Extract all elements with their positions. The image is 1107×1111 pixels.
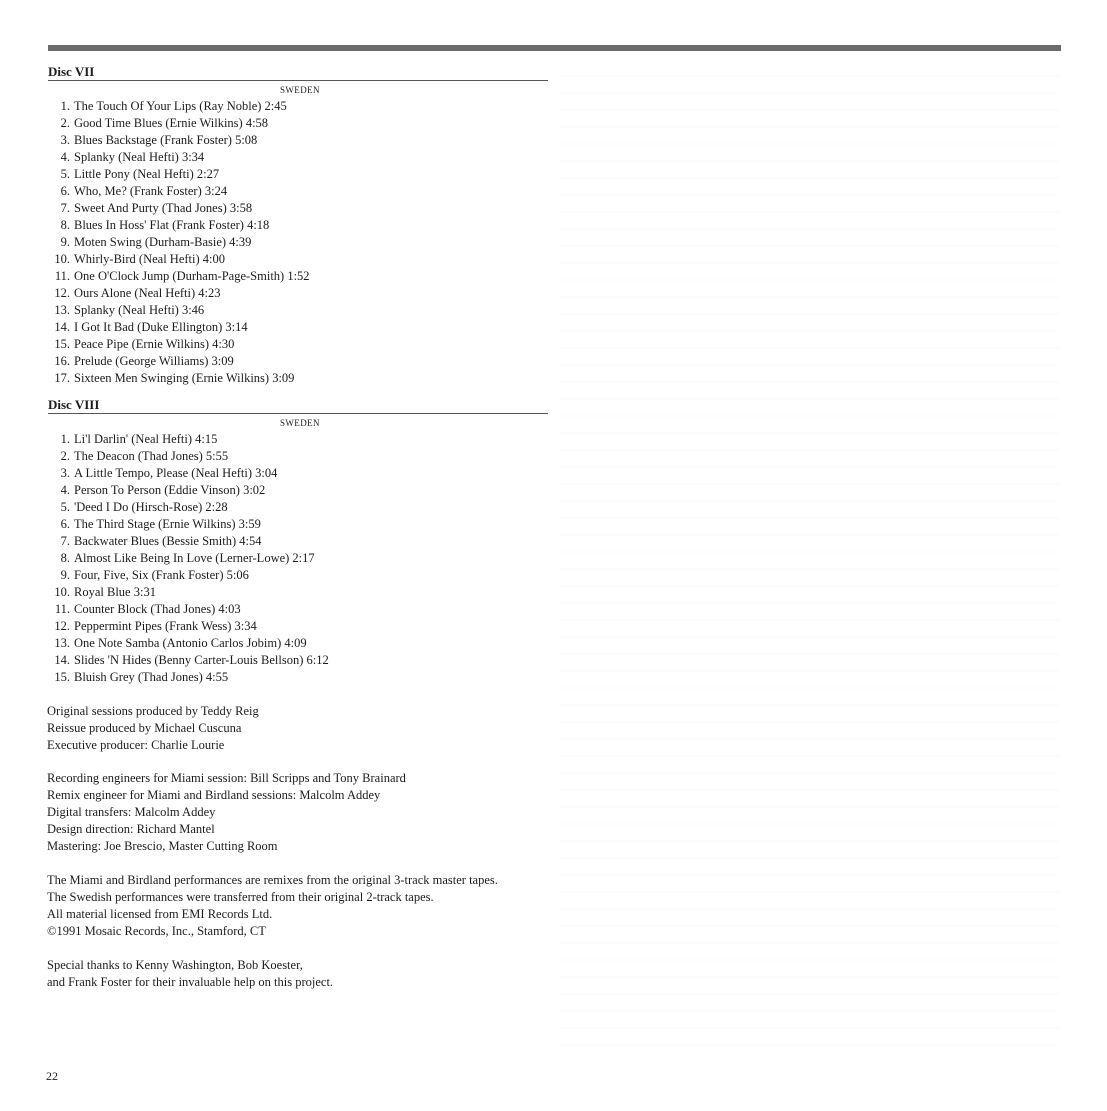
thanks-line: Special thanks to Kenny Washington, Bob Koester, — [47, 958, 303, 972]
track-number: 5. — [60, 500, 70, 514]
track-title: Sweet And Purty (Thad Jones) 3:58 — [74, 201, 253, 215]
track-item — [48, 533, 548, 550]
track-item — [48, 618, 548, 635]
track-title: The Third Stage (Ernie Wilkins) 3:59 — [74, 517, 261, 531]
track-item — [48, 251, 548, 268]
credit-line: Design direction: Richard Mantel — [47, 822, 215, 836]
track-title: The Touch Of Your Lips (Ray Noble) 2:45 — [74, 99, 287, 113]
top-rule — [48, 45, 1061, 51]
track-title: Peace Pipe (Ernie Wilkins) 4:30 — [74, 337, 235, 351]
track-number: 11. — [54, 602, 70, 616]
credit-line: Reissue produced by Michael Cuscuna — [47, 721, 242, 735]
track-number: 17. — [54, 371, 70, 385]
track-number: 12. — [54, 619, 70, 633]
track-title: Person To Person (Eddie Vinson) 3:02 — [74, 483, 266, 497]
track-item — [48, 465, 548, 482]
track-number: 1. — [60, 432, 70, 446]
track-title: Good Time Blues (Ernie Wilkins) 4:58 — [74, 116, 269, 130]
track-item — [48, 217, 548, 234]
track-item — [48, 319, 548, 336]
track-number: 16. — [54, 354, 70, 368]
track-item — [48, 149, 548, 166]
copyright-line: ©1991 Mosaic Records, Inc., Stamford, CT — [47, 924, 266, 938]
track-item — [48, 601, 548, 618]
track-item — [48, 448, 548, 465]
special-thanks — [47, 957, 333, 991]
track-item — [48, 353, 548, 370]
track-item — [48, 516, 548, 533]
track-item — [48, 302, 548, 319]
track-number: 10. — [54, 585, 70, 599]
disc-8-location: SWEDEN — [280, 418, 320, 428]
track-title: Prelude (George Williams) 3:09 — [74, 354, 234, 368]
page-number: 22 — [46, 1069, 58, 1083]
credit-line: Recording engineers for Miami session: Bill Scripps and Tony Brainard — [47, 771, 406, 785]
track-item — [48, 584, 548, 601]
track-number: 2. — [60, 116, 70, 130]
track-title: Blues In Hoss' Flat (Frank Foster) 4:18 — [74, 218, 270, 232]
track-item — [48, 183, 548, 200]
track-item — [48, 132, 548, 149]
track-number: 4. — [60, 150, 70, 164]
track-number: 2. — [60, 449, 70, 463]
track-item — [48, 499, 548, 516]
source-notes — [47, 872, 498, 940]
track-item — [48, 550, 548, 567]
track-title: 'Deed I Do (Hirsch-Rose) 2:28 — [74, 500, 228, 514]
track-title: Backwater Blues (Bessie Smith) 4:54 — [74, 534, 262, 548]
note-line: All material licensed from EMI Records Ltd. — [47, 907, 273, 921]
track-item — [48, 166, 548, 183]
track-number: 13. — [54, 636, 70, 650]
track-item — [48, 370, 548, 387]
track-number: 3. — [60, 466, 70, 480]
thanks-line: and Frank Foster for their invaluable help on this project. — [47, 975, 334, 989]
track-title: Whirly-Bird (Neal Hefti) 4:00 — [74, 252, 225, 266]
track-item — [48, 98, 548, 115]
credit-line: Executive producer: Charlie Lourie — [47, 738, 225, 752]
track-number: 12. — [54, 286, 70, 300]
track-number: 15. — [54, 670, 70, 684]
track-item — [48, 652, 548, 669]
track-title: Peppermint Pipes (Frank Wess) 3:34 — [74, 619, 257, 633]
track-title: Who, Me? (Frank Foster) 3:24 — [74, 184, 228, 198]
track-item — [48, 567, 548, 584]
track-title: One O'Clock Jump (Durham-Page-Smith) 1:52 — [74, 269, 310, 283]
track-title: Blues Backstage (Frank Foster) 5:08 — [74, 133, 258, 147]
track-item — [48, 431, 548, 448]
track-item — [48, 268, 548, 285]
disc-7-track-list — [48, 98, 548, 387]
track-item — [48, 669, 548, 686]
track-title: Ours Alone (Neal Hefti) 4:23 — [74, 286, 221, 300]
track-number: 9. — [60, 235, 70, 249]
track-item — [48, 482, 548, 499]
track-title: Splanky (Neal Hefti) 3:34 — [74, 150, 205, 164]
note-line: The Miami and Birdland performances are remixes from the original 3-track master tapes. — [47, 873, 498, 887]
disc-8-title: Disc VIII — [48, 397, 548, 414]
track-number: 14. — [54, 653, 70, 667]
track-number: 11. — [54, 269, 70, 283]
track-number: 8. — [60, 218, 70, 232]
producer-credits — [47, 703, 259, 754]
track-number: 4. — [60, 483, 70, 497]
track-number: 8. — [60, 551, 70, 565]
track-number: 7. — [60, 201, 70, 215]
credit-line: Original sessions produced by Teddy Reig — [47, 704, 259, 718]
track-title: I Got It Bad (Duke Ellington) 3:14 — [74, 320, 248, 334]
credit-line: Digital transfers: Malcolm Addey — [47, 805, 216, 819]
track-number: 1. — [60, 99, 70, 113]
track-title: One Note Samba (Antonio Carlos Jobim) 4:09 — [74, 636, 307, 650]
track-item — [48, 635, 548, 652]
track-title: Splanky (Neal Hefti) 3:46 — [74, 303, 205, 317]
track-title: Bluish Grey (Thad Jones) 4:55 — [74, 670, 229, 684]
track-item — [48, 115, 548, 132]
bleed-through-background — [560, 60, 1060, 1060]
disc-8-track-list — [48, 431, 548, 686]
credit-line: Mastering: Joe Brescio, Master Cutting Room — [47, 839, 278, 853]
track-title: Little Pony (Neal Hefti) 2:27 — [74, 167, 220, 181]
disc-7-section — [48, 64, 548, 387]
track-item — [48, 200, 548, 217]
track-title: Slides 'N Hides (Benny Carter-Louis Bellson) 6:12 — [74, 653, 329, 667]
note-line: The Swedish performances were transferred from their original 2-track tapes. — [47, 890, 434, 904]
track-title: A Little Tempo, Please (Neal Hefti) 3:04 — [74, 466, 278, 480]
disc-8-section — [48, 397, 548, 686]
track-number: 13. — [54, 303, 70, 317]
track-title: Moten Swing (Durham-Basie) 4:39 — [74, 235, 252, 249]
engineer-credits — [47, 770, 406, 855]
track-item — [48, 336, 548, 353]
track-title: The Deacon (Thad Jones) 5:55 — [74, 449, 229, 463]
track-number: 14. — [54, 320, 70, 334]
track-number: 10. — [54, 252, 70, 266]
disc-7-title: Disc VII — [48, 64, 548, 81]
track-title: Sixteen Men Swinging (Ernie Wilkins) 3:09 — [74, 371, 295, 385]
track-number: 6. — [60, 517, 70, 531]
credit-line: Remix engineer for Miami and Birdland sessions: Malcolm Addey — [47, 788, 381, 802]
disc-7-location: SWEDEN — [280, 85, 320, 95]
track-item — [48, 234, 548, 251]
track-number: 9. — [60, 568, 70, 582]
track-title: Four, Five, Six (Frank Foster) 5:06 — [74, 568, 249, 582]
track-number: 5. — [60, 167, 70, 181]
track-number: 3. — [60, 133, 70, 147]
track-title: Li'l Darlin' (Neal Hefti) 4:15 — [74, 432, 218, 446]
track-title: Counter Block (Thad Jones) 4:03 — [74, 602, 241, 616]
track-item — [48, 285, 548, 302]
track-number: 15. — [54, 337, 70, 351]
track-number: 7. — [60, 534, 70, 548]
track-title: Almost Like Being In Love (Lerner-Lowe) 2:17 — [74, 551, 315, 565]
track-title: Royal Blue 3:31 — [74, 585, 156, 599]
track-number: 6. — [60, 184, 70, 198]
